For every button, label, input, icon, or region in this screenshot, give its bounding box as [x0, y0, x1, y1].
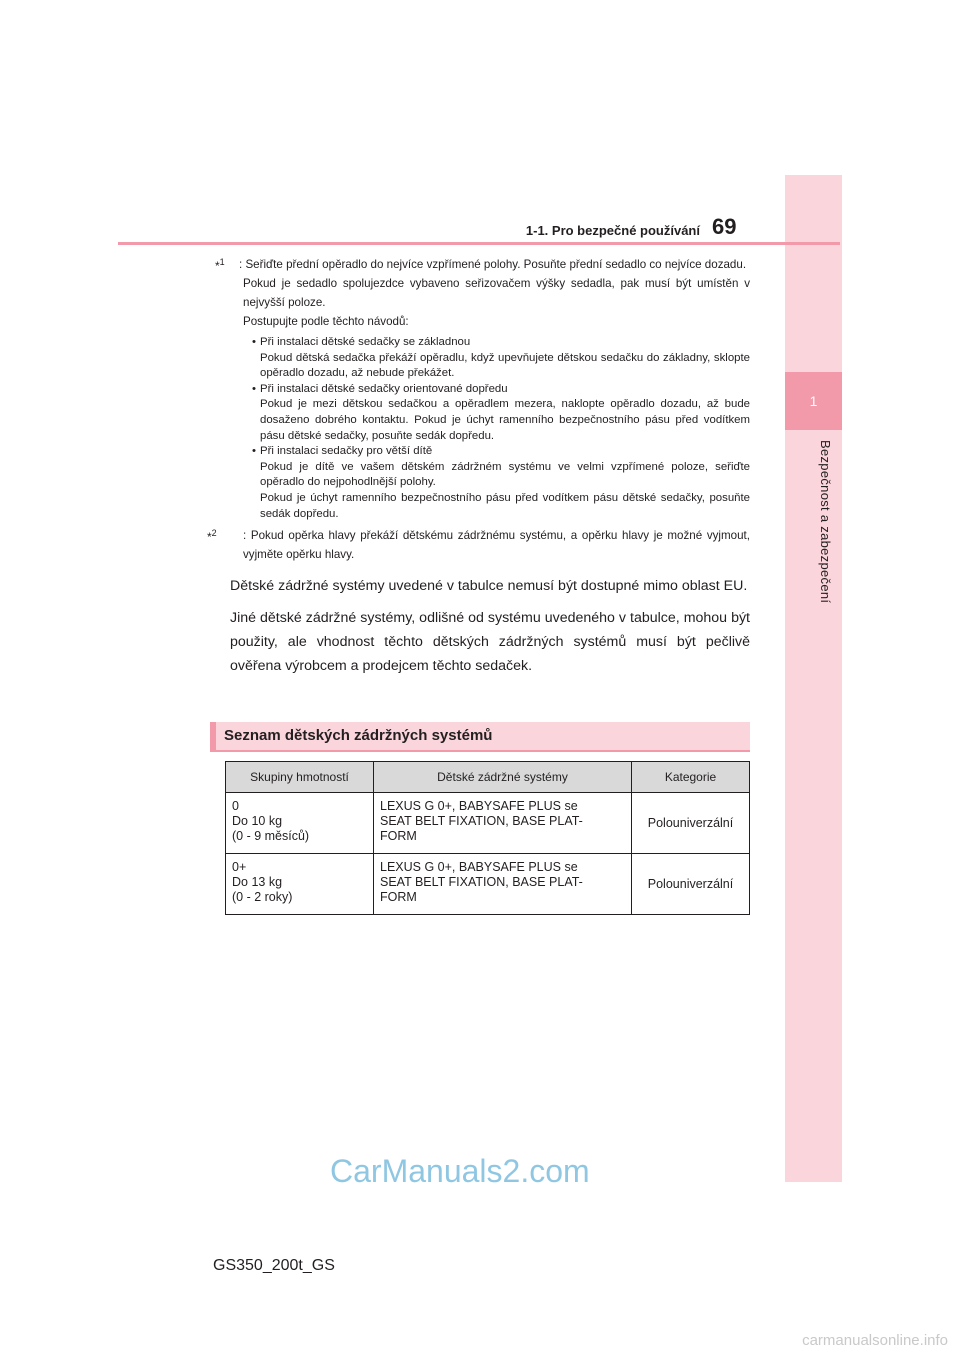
section-heading-underline [210, 750, 750, 752]
paragraph-availability: Dětské zádržné systémy uvedené v tabulce nemusí být dostupné mimo oblast EU. [230, 578, 748, 595]
bullet-description-2: Pokud je úchyt ramenního bezpečnostního pásu před vodítkem pásu dětské sedačky, posuňte sedák dopředu. [260, 491, 750, 520]
cell-category: Polouniverzální [632, 854, 750, 915]
bullet-item [215, 382, 750, 444]
child-restraint-table [225, 761, 750, 915]
footnote-marker-2: *$^2$ [207, 528, 217, 545]
bullet-description: Pokud je mezi dětskou sedačkou a opěradlem mezera, naklopte opěradlo dozadu, až bude dosaženo dobrého kontaktu. Pokud je úchyt ramenního bezpečnostního pásu před vodítkem pásu dětské sedačky, posuňte sedák dopředu. [260, 398, 750, 442]
footnote-1-line-2: Pokud je sedadlo spolujezdce vybaveno seřizovačem výšky sedadla, pak musí být umístěn v nejvyšší poloze. [243, 277, 750, 309]
footnote-1-line-1: : Seřiďte přední opěradlo do nejvíce vzpřímené polohy. Posuňte přední sedadlo co nejvíce dozadu. [239, 258, 747, 271]
bullet-dot: • [252, 445, 256, 458]
bullet-title: Při instalaci dětské sedačky orientované dopředu [260, 382, 508, 395]
bullet-title: Při instalaci sedačky pro větší dítě [260, 445, 433, 458]
chapter-side-strip [785, 175, 842, 1182]
bullet-title: Při instalaci dětské sedačky se základnou [260, 336, 471, 348]
bullet-dot: • [252, 336, 256, 348]
table-header-row [226, 762, 750, 793]
footer-model-code: GS350_200t_GS [213, 1257, 335, 1274]
footnote-2-line-1: : Pokud opěrka hlavy překáží dětskému zádržnému systému, a opěrku hlavy je možné vyjmout, vyjměte opěrku hlavy. [243, 529, 750, 562]
main-content [207, 255, 750, 678]
chapter-title-vertical: Bezpečnost a zabezpečení [818, 440, 833, 604]
table-header-category: Kategorie [632, 762, 750, 793]
section-heading: Seznam dětských zádržných systémů [224, 727, 493, 744]
footnote-marker-1: *$^1$ [215, 257, 225, 273]
footnote-2 [207, 526, 750, 564]
table-row [226, 854, 750, 915]
chapter-number-tab: 1 [785, 372, 842, 430]
cell-restraint-system: LEXUS G 0+, BABYSAFE PLUS se SEAT BELT FIXATION, BASE PLAT- FORM [374, 793, 632, 854]
bullet-item [215, 444, 750, 522]
cell-weight-group: 0+ Do 13 kg (0 - 2 roky) [226, 854, 374, 915]
bullet-item [215, 335, 750, 382]
table-row [226, 793, 750, 854]
bullet-dot: • [252, 382, 256, 395]
corner-watermark: carmanualsonline.info [802, 1332, 948, 1349]
section-heading-accent [210, 722, 216, 750]
footnote-1-bullets [215, 335, 750, 522]
footnote-1-line-3: Postupujte podle těchto návodů: [243, 315, 409, 328]
cell-weight-group: 0 Do 10 kg (0 - 9 měsíců) [226, 793, 374, 854]
watermark-logo: CarManuals2.com [330, 1153, 590, 1189]
footnote-1 [215, 255, 750, 522]
cell-category: Polouniverzální [632, 793, 750, 854]
table-header-weight-group: Skupiny hmotností [226, 762, 374, 793]
page-number: 69 [712, 214, 737, 239]
running-header-section: 1-1. Pro bezpečné používání [525, 223, 700, 238]
paragraph-other-systems: Jiné dětské zádržné systémy, odlišné od systému uvedeného v tabulce, mohou být použity, ale vhodnost těchto dětských zádržných systémů musí být pečlivě ověřena výrobcem a prodejcem těchto sedaček. [230, 610, 750, 675]
cell-restraint-system: LEXUS G 0+, BABYSAFE PLUS se SEAT BELT FIXATION, BASE PLAT- FORM [374, 854, 632, 915]
table-header-restraint-system: Dětské zádržné systémy [374, 762, 632, 793]
bullet-description: Pokud je dítě ve vašem dětském zádržném systému ve velmi vzpřímené poloze, seřiďte opěradlo do nejpohodlnější polohy. [260, 460, 750, 489]
bullet-description: Pokud dětská sedačka překáží opěradlu, když upevňujete dětskou sedačku do základny, sklopte opěradlo dozadu, až nebude překážet. [260, 351, 750, 380]
header-divider [118, 242, 840, 245]
